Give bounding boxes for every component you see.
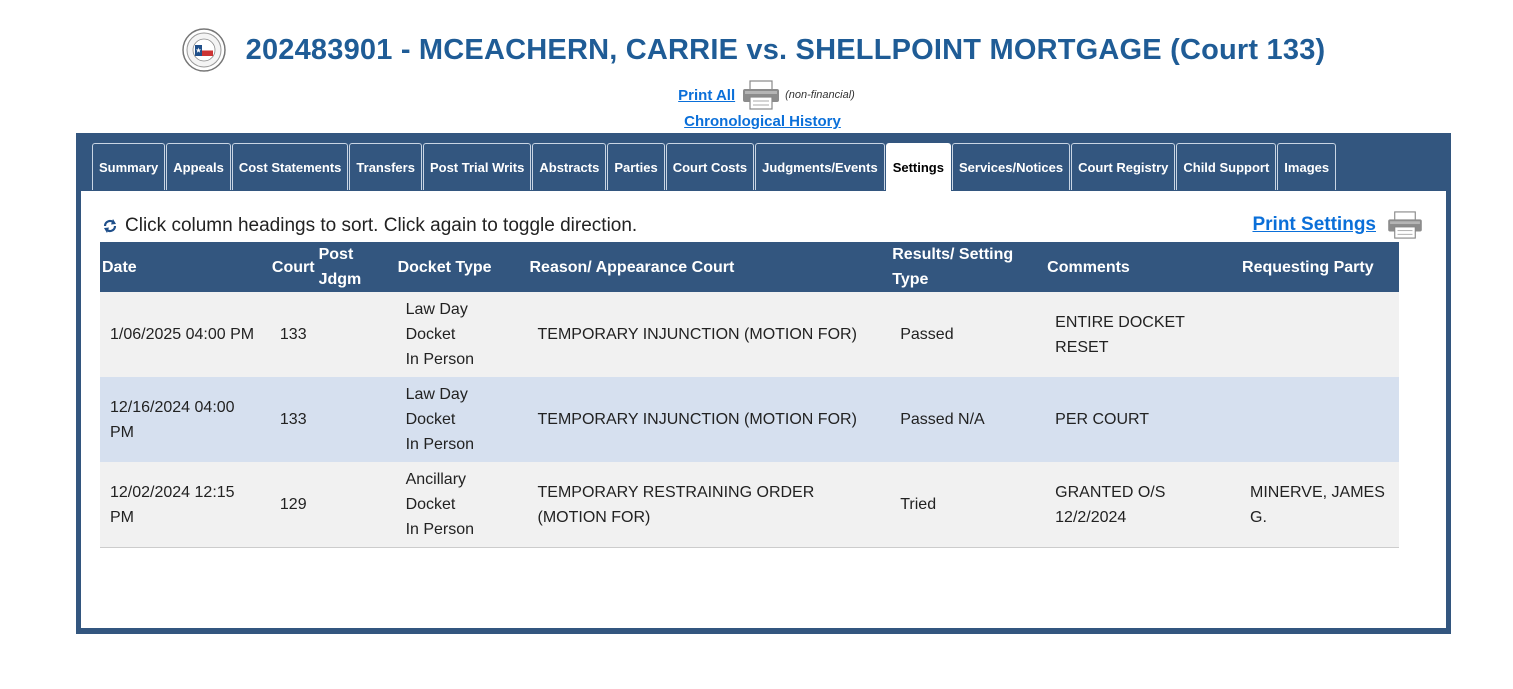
column-header-reason[interactable]: Reason/ Appearance Court xyxy=(528,242,891,292)
column-header-comments[interactable]: Comments xyxy=(1045,242,1240,292)
table-row xyxy=(100,377,1399,462)
reason-cell: TEMPORARY INJUNCTION (MOTION FOR) xyxy=(528,292,891,377)
requesting-party-cell xyxy=(1240,377,1399,462)
docket-type-line: In Person xyxy=(405,521,475,538)
date-cell: 12/02/2024 12:15 PM xyxy=(100,462,270,548)
docket-type-cell xyxy=(396,462,528,548)
post-jdgm-cell xyxy=(317,377,396,462)
date-cell: 1/06/2025 04:00 PM xyxy=(100,292,270,377)
tab-bar xyxy=(92,143,1337,191)
column-header-docket-type[interactable]: Docket Type xyxy=(396,242,528,292)
docket-type-line: Ancillary xyxy=(405,471,467,488)
docket-type-line: Docket xyxy=(405,411,456,428)
tab-parties[interactable]: Parties xyxy=(607,143,664,190)
tab-judgments-events[interactable]: Judgments/Events xyxy=(755,143,885,190)
printer-icon[interactable] xyxy=(1386,211,1424,239)
tab-court-costs[interactable]: Court Costs xyxy=(666,143,754,190)
page-header xyxy=(0,28,1513,72)
tab-court-registry[interactable]: Court Registry xyxy=(1071,143,1175,190)
county-seal-icon xyxy=(182,28,226,72)
non-financial-note: (non-financial) xyxy=(785,89,855,101)
tab-services-notices[interactable]: Services/Notices xyxy=(952,143,1070,190)
print-all-row xyxy=(0,80,1513,110)
table-row xyxy=(100,292,1399,377)
chronological-history-row xyxy=(0,113,1513,130)
comments-cell: GRANTED O/S 12/2/2024 xyxy=(1045,462,1240,548)
refresh-icon xyxy=(101,217,119,235)
printer-icon[interactable] xyxy=(741,80,781,110)
column-header-date[interactable]: Date xyxy=(100,242,270,292)
column-header-results[interactable]: Results/ Setting Type xyxy=(890,242,1045,292)
tab-post-trial-writs[interactable]: Post Trial Writs xyxy=(423,143,531,190)
print-settings xyxy=(1252,211,1424,239)
court-cell: 133 xyxy=(270,377,317,462)
tab-summary[interactable]: Summary xyxy=(92,143,165,190)
tab-cost-statements[interactable]: Cost Statements xyxy=(232,143,349,190)
docket-type-cell xyxy=(396,377,528,462)
table-header-row xyxy=(100,242,1399,292)
tab-transfers[interactable]: Transfers xyxy=(349,143,422,190)
page-title: 202483901 - MCEACHERN, CARRIE vs. SHELLPOINT MORTGAGE (Court 133) xyxy=(245,33,1326,66)
table-row xyxy=(100,462,1399,548)
sort-hint xyxy=(101,215,637,237)
reason-cell: TEMPORARY RESTRAINING ORDER (MOTION FOR) xyxy=(528,462,891,548)
print-all-link[interactable]: Print All xyxy=(678,86,736,104)
requesting-party-cell xyxy=(1240,292,1399,377)
column-header-requesting-party[interactable]: Requesting Party xyxy=(1240,242,1399,292)
tab-child-support[interactable]: Child Support xyxy=(1176,143,1276,190)
tab-settings[interactable]: Settings xyxy=(886,143,951,191)
docket-type-line: Docket xyxy=(405,496,456,513)
post-jdgm-cell xyxy=(317,462,396,548)
column-header-court[interactable]: Court xyxy=(270,242,317,292)
post-jdgm-cell xyxy=(317,292,396,377)
docket-type-cell xyxy=(396,292,528,377)
sort-hint-text: Click column headings to sort. Click again to toggle direction. xyxy=(125,215,638,236)
settings-content xyxy=(81,191,1446,628)
chronological-history-link[interactable]: Chronological History xyxy=(684,113,841,130)
comments-cell: ENTIRE DOCKET RESET xyxy=(1045,292,1240,377)
tab-abstracts[interactable]: Abstracts xyxy=(532,143,606,190)
case-details-panel xyxy=(76,133,1451,634)
reason-cell: TEMPORARY INJUNCTION (MOTION FOR) xyxy=(528,377,891,462)
comments-cell: PER COURT xyxy=(1045,377,1240,462)
print-settings-link[interactable]: Print Settings xyxy=(1252,214,1376,235)
date-cell: 12/16/2024 04:00 PM xyxy=(100,377,270,462)
court-cell: 129 xyxy=(270,462,317,548)
requesting-party-cell: MINERVE, JAMES G. xyxy=(1240,462,1399,548)
settings-table xyxy=(100,242,1399,548)
docket-type-line: Docket xyxy=(405,326,456,343)
docket-type-line: In Person xyxy=(405,436,475,453)
docket-type-line: Law Day xyxy=(405,301,468,318)
docket-type-line: In Person xyxy=(405,351,475,368)
results-cell: Passed xyxy=(890,292,1045,377)
results-cell: Passed N/A xyxy=(890,377,1045,462)
tab-images[interactable]: Images xyxy=(1277,143,1336,190)
tab-appeals[interactable]: Appeals xyxy=(166,143,231,190)
court-cell: 133 xyxy=(270,292,317,377)
docket-type-line: Law Day xyxy=(405,386,468,403)
results-cell: Tried xyxy=(890,462,1045,548)
column-header-post-jdgm[interactable]: Post Jdgm xyxy=(317,242,396,292)
